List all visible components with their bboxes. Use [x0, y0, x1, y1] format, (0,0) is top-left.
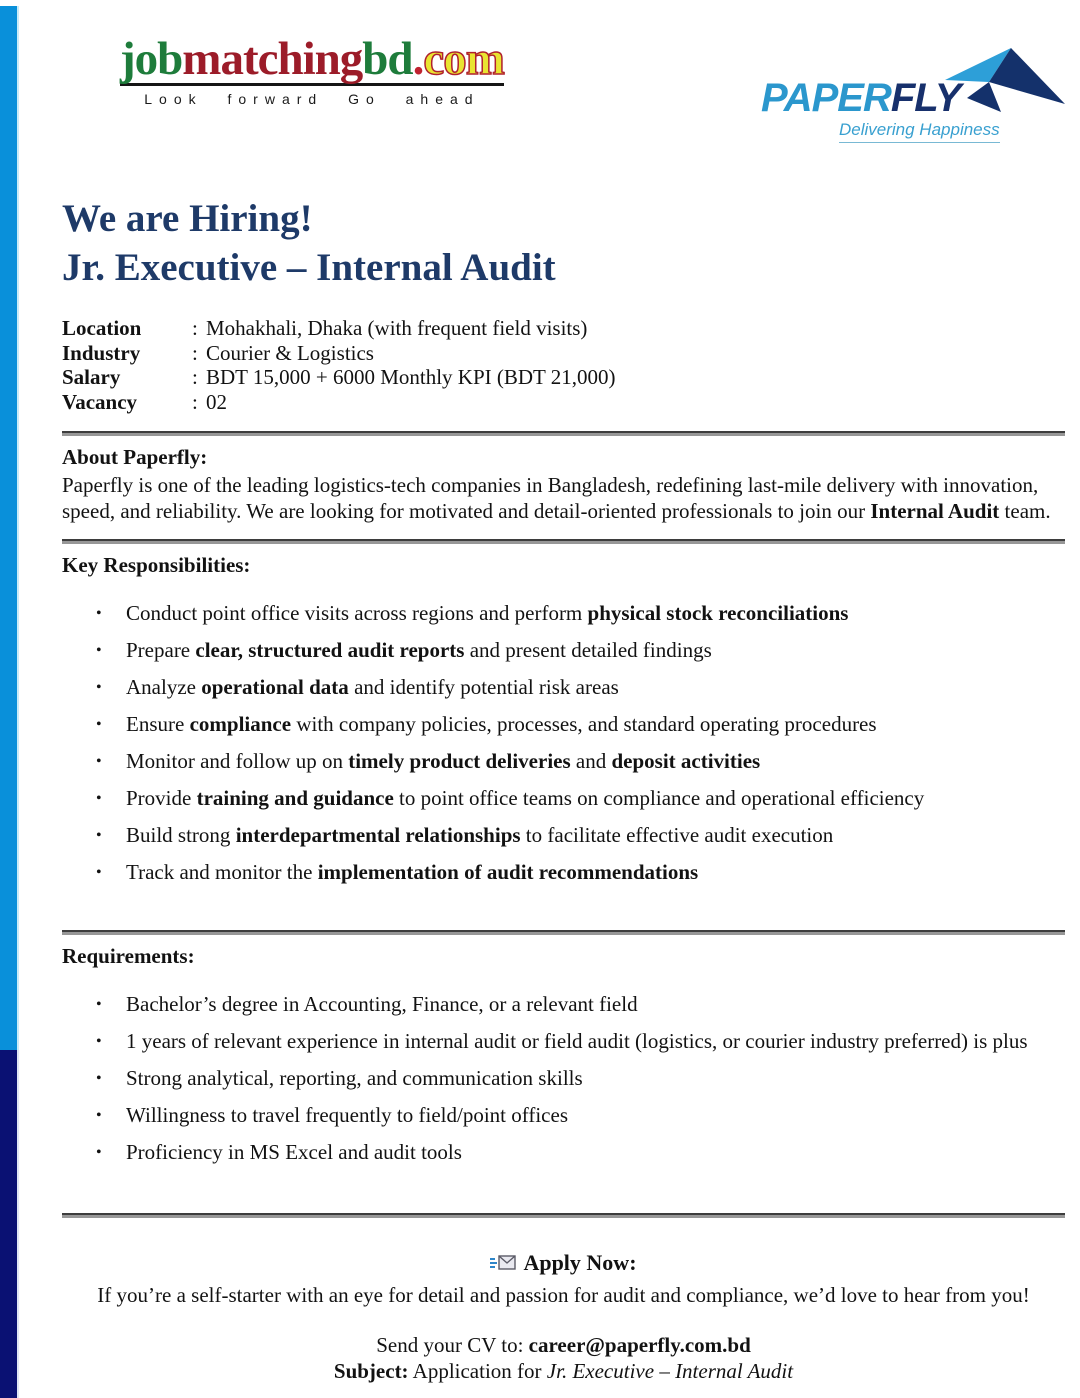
bullet-marker: •	[96, 679, 102, 696]
bullet-marker: •	[96, 605, 102, 622]
title-line-position: Jr. Executive – Internal Audit	[62, 246, 556, 289]
job-details	[62, 316, 1065, 414]
section-divider	[62, 930, 1065, 935]
bullet-text: Conduct point office visits across regions and perform physical stock reconciliations	[126, 601, 849, 625]
bullet-item	[96, 751, 1065, 773]
bullet-text: Monitor and follow up on timely product deliveries and deposit activities	[126, 749, 761, 773]
title-line-hiring: We are Hiring!	[62, 197, 313, 240]
requirements-list	[96, 991, 1065, 1164]
responsibilities-heading: Key Responsibilities:	[62, 553, 251, 577]
accent-bar-blue-segment	[0, 6, 19, 1050]
details-row	[62, 365, 1065, 390]
section-divider	[62, 1213, 1065, 1218]
details-value: BDT 15,000 + 6000 Monthly KPI (BDT 21,000)	[206, 365, 616, 389]
bullet-marker: •	[96, 716, 102, 733]
left-accent-bar	[0, 6, 19, 1398]
details-separator: :	[192, 316, 198, 340]
details-label: Industry	[62, 340, 141, 365]
bullet-text: Bachelor’s degree in Accounting, Finance, or a relevant field	[126, 991, 638, 1016]
paperfly-logo	[761, 46, 1061, 138]
bullet-item	[96, 1028, 1065, 1053]
header	[62, 0, 1065, 138]
bullet-text: Strong analytical, reporting, and communication skills	[126, 1065, 583, 1090]
bullet-text: Build strong interdepartmental relationships to facilitate effective audit execution	[126, 823, 834, 847]
subject-line: Subject: Application for Jr. Executive – Internal Audit	[333, 1359, 794, 1383]
bullet-item	[96, 603, 1065, 625]
requirements-heading: Requirements:	[62, 943, 195, 968]
bullet-marker: •	[96, 995, 102, 1013]
paperfly-tagline: Delivering Happiness	[839, 120, 1000, 143]
accent-bar-navy-segment	[0, 1050, 19, 1398]
details-separator: :	[192, 365, 198, 389]
bullet-text: Ensure compliance with company policies, processes, and standard operating procedures	[126, 712, 877, 736]
bullet-marker: •	[96, 642, 102, 659]
bullet-marker: •	[96, 864, 102, 881]
section-divider	[62, 431, 1065, 436]
about-paragraph: Paperfly is one of the leading logistics-tech companies in Bangladesh, redefining last-mile delivery with innovation, speed, and reliability. We are looking for motivated and detail-oriented professionals to join our Internal Audit team.	[62, 473, 1051, 523]
bullet-text: Track and monitor the implementation of audit recommendations	[126, 860, 699, 884]
bullet-marker: •	[96, 827, 102, 844]
bullet-item	[96, 862, 1065, 884]
bullet-item	[96, 991, 1065, 1016]
bullet-text: 1 years of relevant experience in internal audit or field audit (logistics, or courier industry preferred) is plus	[126, 1028, 1028, 1053]
bullet-item	[96, 1102, 1065, 1127]
about-heading: About Paperfly:	[62, 445, 208, 469]
bullet-marker: •	[96, 790, 102, 807]
bullet-text: Analyze operational data and identify potential risk areas	[126, 675, 619, 699]
bullet-marker: •	[96, 1143, 102, 1161]
page-title	[62, 194, 1065, 292]
apply-heading-label: Apply Now:	[523, 1250, 637, 1275]
bullet-text: Proficiency in MS Excel and audit tools	[126, 1139, 462, 1164]
jobmatchingbd-logo-text: jobmatchingbd.com	[120, 33, 504, 85]
responsibilities-list	[96, 603, 1065, 884]
jobmatchingbd-logo	[120, 33, 504, 107]
bullet-text: Provide training and guidance to point office teams on compliance and operational efficiency	[126, 786, 925, 810]
bullet-item	[96, 1065, 1065, 1090]
section-divider	[62, 539, 1065, 544]
details-separator: :	[192, 389, 198, 414]
bullet-marker: •	[96, 1106, 102, 1124]
apply-heading	[62, 1250, 1065, 1278]
details-row	[62, 341, 1065, 366]
plane-fold	[967, 82, 1001, 112]
bullet-marker: •	[96, 1032, 102, 1050]
details-row	[62, 390, 1065, 415]
details-value: Mohakhali, Dhaka (with frequent field visits)	[206, 316, 588, 340]
bullet-item	[96, 640, 1065, 662]
paperfly-logo-text: PAPERFLY	[761, 76, 961, 120]
bullet-text: Prepare clear, structured audit reports and present detailed findings	[126, 638, 712, 662]
details-row	[62, 316, 1065, 341]
details-label: Vacancy	[62, 389, 138, 414]
bullet-item	[96, 825, 1065, 847]
details-value: Courier & Logistics	[206, 340, 374, 365]
bullet-item	[96, 714, 1065, 736]
details-label: Salary	[62, 365, 121, 389]
details-separator: :	[192, 340, 198, 365]
bullet-text: Willingness to travel frequently to field/point offices	[126, 1102, 568, 1127]
apply-pitch: If you’re a self-starter with an eye for detail and passion for audit and compliance, we’d love to hear from you!	[97, 1283, 1030, 1307]
bullet-item	[96, 1139, 1065, 1164]
bullet-item	[96, 788, 1065, 810]
bullet-marker: •	[96, 1069, 102, 1087]
job-flyer	[62, 0, 1065, 1384]
jobmatchingbd-tagline: Look forward Go ahead	[144, 91, 480, 107]
apply-section	[62, 1250, 1065, 1384]
email-icon	[490, 1252, 516, 1278]
send-cv-line: Send your CV to: career@paperfly.com.bd	[376, 1333, 751, 1357]
bullet-item	[96, 677, 1065, 699]
details-value: 02	[206, 389, 227, 414]
details-label: Location	[62, 316, 142, 340]
bullet-marker: •	[96, 753, 102, 770]
